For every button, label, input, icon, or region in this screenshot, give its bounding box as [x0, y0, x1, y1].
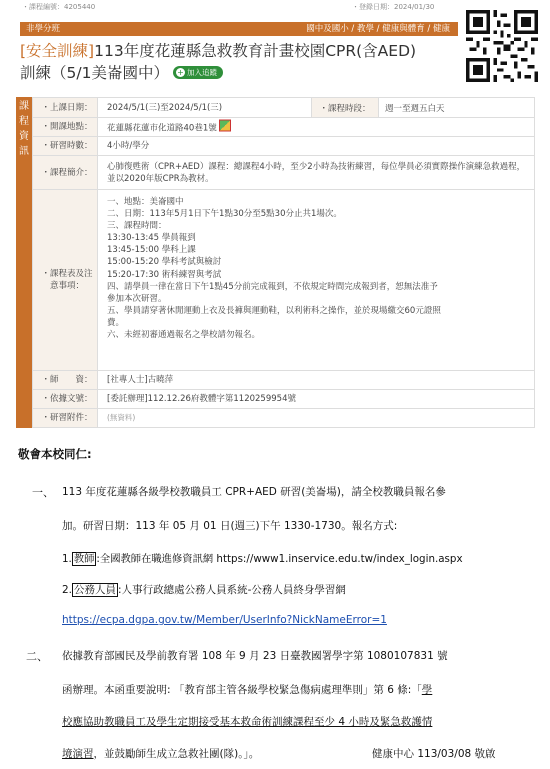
item2-line4: 境演習，並鼓勵師生成立急救社團(隊)。」。 [62, 748, 260, 760]
schedule-line: 15:20-17:30 術科練習與考試 [107, 269, 222, 280]
section-side-label: 課程資訊 [16, 97, 32, 428]
item1-number: 一、 [32, 486, 54, 499]
attach-value: (無資料) [107, 413, 136, 422]
item2-number: 二、 [26, 650, 48, 663]
schedule-line: 13:30-13:45 學員報到 [107, 233, 196, 244]
row-basis [33, 390, 534, 409]
summary-label: ・課程簡介： [41, 167, 93, 178]
schedule-line: 二、日期：113年5月1日下午1點30分至5點30分止共1場次。 [107, 209, 342, 220]
attach-label: ・研習附件： [41, 413, 93, 423]
title-line1: 113年度花蓮縣急救教育計畫校園CPR(含AED) [94, 42, 417, 60]
hours-value: 4小時/學分 [107, 141, 150, 151]
course-info-table [32, 97, 535, 428]
signature: 健康中心 113/03/08 敬啟 [372, 748, 496, 760]
row-schedule [33, 190, 534, 371]
teacher-box: 教師 [73, 553, 95, 565]
place-value: 花蓮縣花蓮市化道路40巷1號 [107, 123, 217, 134]
map-icon[interactable] [219, 120, 231, 132]
qr-code [466, 10, 538, 82]
row-place [33, 118, 534, 137]
item2-line2: 函辦理。本函重要說明: 「教育部主管各級學校緊急傷病處理準則」第 6 條:「學 [62, 684, 433, 696]
schedule-line: 15:00-15:20 學科考試與檢討 [107, 257, 222, 268]
hours-label: ・研習時數： [41, 141, 93, 151]
option-civil-servant: 2. 公務人員 :人事行政總處公務人員系統-公務人員終身學習網 [62, 584, 346, 596]
item2-line3: 校應協助教職員工及學生定期接受基本救命術訓練課程至少 4 小時及緊急救護情 [62, 716, 433, 728]
schedule-line: 五、學員請穿著休閒運動上衣及長褲與運動鞋，以利術科之操作，並於現場繳交60元證照 [107, 305, 441, 316]
row-hours [33, 137, 534, 156]
schedule-line: 六、未經初審通過報名之學校請勿報名。 [107, 330, 261, 341]
time-value: 週一至週五白天 [385, 103, 445, 114]
join-tracking-button[interactable] [173, 66, 223, 79]
greeting: 敬會本校同仁: [18, 447, 92, 461]
ecpa-link[interactable]: https://ecpa.dgpa.gov.tw/Member/UserInfo?NickNameError=1 [62, 614, 387, 626]
serial-number: ・課程編號：4205440 [22, 3, 96, 11]
category-bar [20, 22, 458, 36]
row-date [33, 98, 534, 118]
schedule-line: 參加本次研習。 [107, 293, 167, 304]
item1-line1: 113 年度花蓮縣各級學校教職員工 CPR+AED 研習(美崙場)，請全校教職員報名參 [62, 486, 446, 498]
schedule-line: 費。 [107, 317, 125, 328]
summary-value: 心肺復甦術（CPR+AED）課程：總課程4小時，至少2小時為技術練習，每位學員必須實際操作演練急救過程，並以2020年版CPR為教材。 [107, 161, 526, 184]
schedule-line: 四、請學員一律在當日下午1點45分前完成報到，不依規定時間完成報到者，恕無法准予 [107, 281, 438, 292]
option-teacher: 1. 教師 :全國教師在職進修資訊網 https://www1.inservice.edu.tw/index_login.aspx [62, 553, 463, 565]
registered-date: ・登錄日期：2024/01/30 [352, 3, 435, 11]
basis-value: [委託辦理]112.12.26府教體字第1120259954號 [107, 394, 296, 404]
row-attachment [33, 409, 534, 427]
plus-icon: + [177, 68, 184, 77]
category-right: 國中及國小 / 教學 / 健康與體育 / 健康 [306, 24, 450, 34]
item2-line1: 依據教育部國民及學前教育署 108 年 9 月 23 日臺教國署學字第 1080107831 號 [62, 650, 448, 662]
row-summary [33, 156, 534, 190]
schedule-list [107, 196, 528, 341]
basis-label: ・依據文號： [41, 394, 93, 404]
teacher-label: ・師 資： [41, 375, 93, 385]
join-label: 加入追蹤 [186, 68, 217, 77]
schedule-line: 三、課程時間： [107, 221, 167, 232]
notice-letter [0, 440, 550, 769]
time-label: ・課程時段： [319, 103, 371, 114]
schedule-label: ・課程表及注意事項： [41, 269, 93, 291]
schedule-line: 13:45-15:00 學科上課 [107, 245, 196, 256]
schedule-line: 一、地點：美崙國中 [107, 197, 184, 207]
teacher-value: [社專人士]古曉萍 [107, 375, 174, 385]
date-label: ・上課日期： [41, 102, 93, 113]
date-value: 2024/5/1(三)至2024/5/1(三) [107, 102, 223, 113]
category-left: 非學分班 [26, 24, 61, 34]
course-title [20, 40, 458, 84]
title-line2: 訓練（5/1美崙國中） [20, 64, 169, 82]
title-tag: [安全訓練] [20, 42, 95, 60]
civil-servant-box: 公務人員 [74, 584, 117, 596]
item1-line2: 加。研習日期：113 年 05 月 01 日(週三)下午 1330-1730。報名方式: [62, 520, 398, 532]
row-teacher [33, 371, 534, 390]
place-label: ・開課地點： [41, 122, 93, 132]
